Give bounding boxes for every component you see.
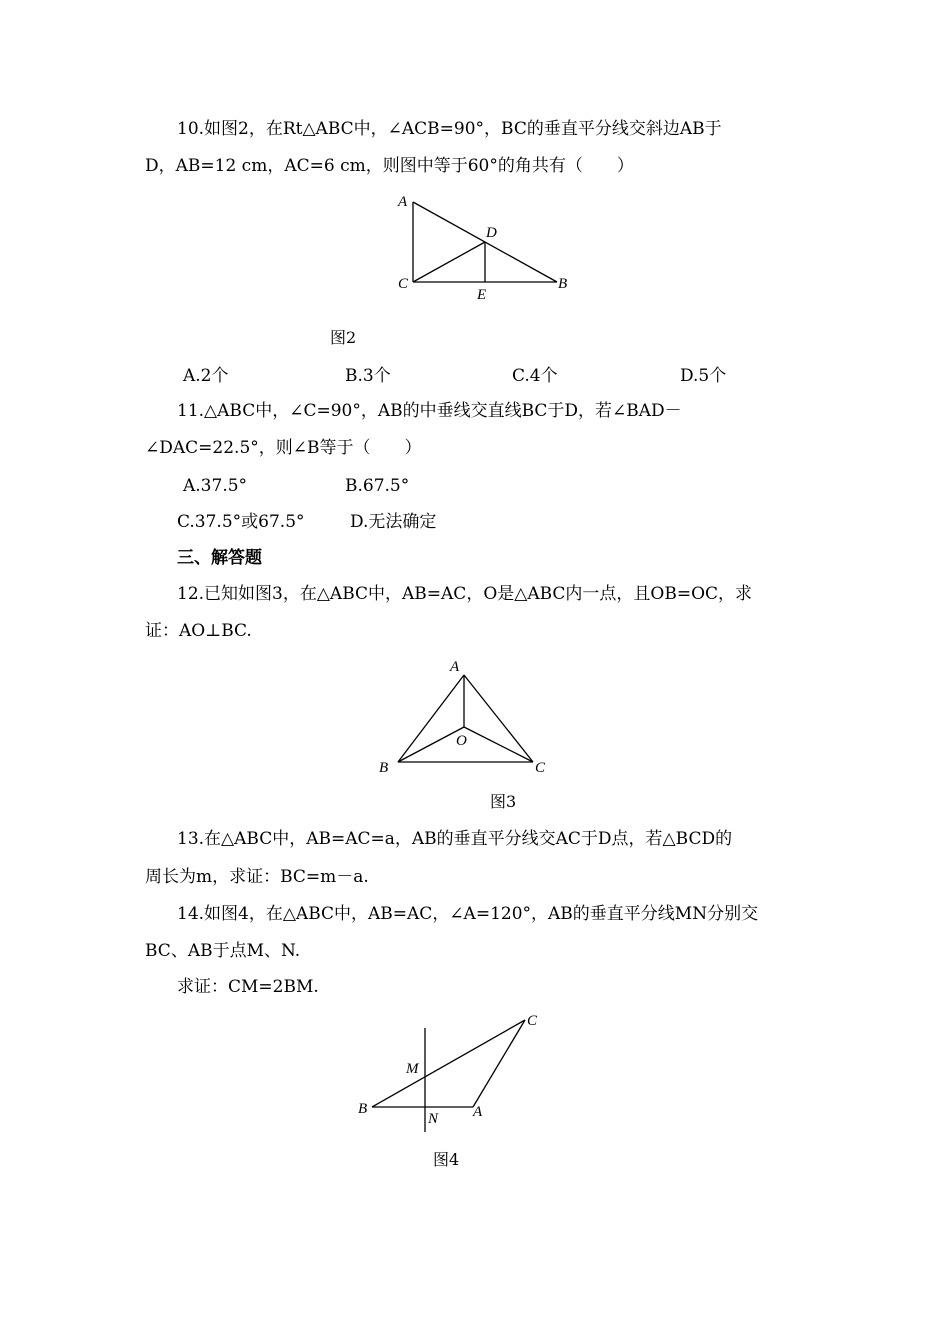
fig3-segment-ob [398, 727, 464, 762]
q12-line1: 12.已知如图3，在△ABC中，AB=AC，O是△ABC内一点，且OB=OC，求 [177, 584, 753, 604]
q14-line2: BC、AB于点M、N. [145, 941, 301, 961]
fig3-side-ab [398, 675, 464, 762]
section-title: 三、解答题 [177, 548, 262, 568]
figure-2 [390, 190, 580, 305]
fig3-side-ac [464, 675, 533, 762]
fig2-segment-cd [413, 242, 485, 282]
figure-4 [355, 1010, 555, 1135]
figure-3-caption: 图3 [490, 792, 517, 811]
fig4-label-m: M [406, 1061, 419, 1077]
fig2-label-e: E [477, 287, 487, 303]
q10-line1: 10.如图2，在Rt△ABC中，∠ACB=90°，BC的垂直平分线交斜边AB于 [177, 119, 722, 139]
figure-2-caption: 图2 [330, 328, 357, 347]
q12-line2: 证：AO⊥BC. [145, 621, 252, 641]
q10-option-c: C.4个 [512, 366, 558, 386]
q13-line2: 周长为m，求证：BC=m－a. [145, 867, 369, 887]
fig3-label-a: A [450, 659, 460, 675]
fig2-label-c: C [398, 276, 409, 292]
fig4-side-bc [372, 1020, 525, 1107]
fig2-label-d: D [486, 225, 497, 241]
q11-line2: ∠DAC=22.5°，则∠B等于（ ） [145, 438, 422, 458]
fig3-label-c: C [535, 760, 546, 776]
q10-option-b: B.3个 [345, 366, 391, 386]
fig4-label-c: C [527, 1013, 538, 1029]
fig2-label-b: B [558, 276, 568, 292]
q11-option-b: B.67.5° [345, 476, 410, 496]
figure-4-caption: 图4 [433, 1150, 460, 1169]
fig3-segment-oc [464, 727, 533, 762]
q11-option-c: C.37.5°或67.5° [177, 512, 305, 532]
q11-line1: 11.△ABC中，∠C=90°，AB的中垂线交直线BC于D，若∠BAD－ [177, 401, 682, 421]
fig4-label-n: N [428, 1111, 439, 1127]
figure-3 [375, 655, 555, 780]
fig4-label-b: B [358, 1101, 368, 1117]
q13-line1: 13.在△ABC中，AB=AC=a，AB的垂直平分线交AC于D点，若△BCD的 [177, 829, 733, 849]
fig4-side-ac [473, 1020, 525, 1107]
q10-line2: D，AB=12 cm，AC=6 cm，则图中等于60°的角共有（ ） [145, 156, 634, 176]
fig3-label-o: O [456, 733, 467, 749]
q10-option-a: A.2个 [183, 366, 229, 386]
fig4-label-a: A [473, 1104, 483, 1120]
fig3-label-b: B [379, 760, 389, 776]
q14-line3: 求证：CM=2BM. [177, 977, 319, 997]
q10-option-d: D.5个 [680, 366, 727, 386]
q11-option-a: A.37.5° [183, 476, 248, 496]
q14-line1: 14.如图4，在△ABC中，AB=AC，∠A=120°，AB的垂直平分线MN分别交 [177, 904, 759, 924]
fig2-label-a: A [398, 194, 408, 210]
q11-option-d: D.无法确定 [350, 512, 437, 532]
